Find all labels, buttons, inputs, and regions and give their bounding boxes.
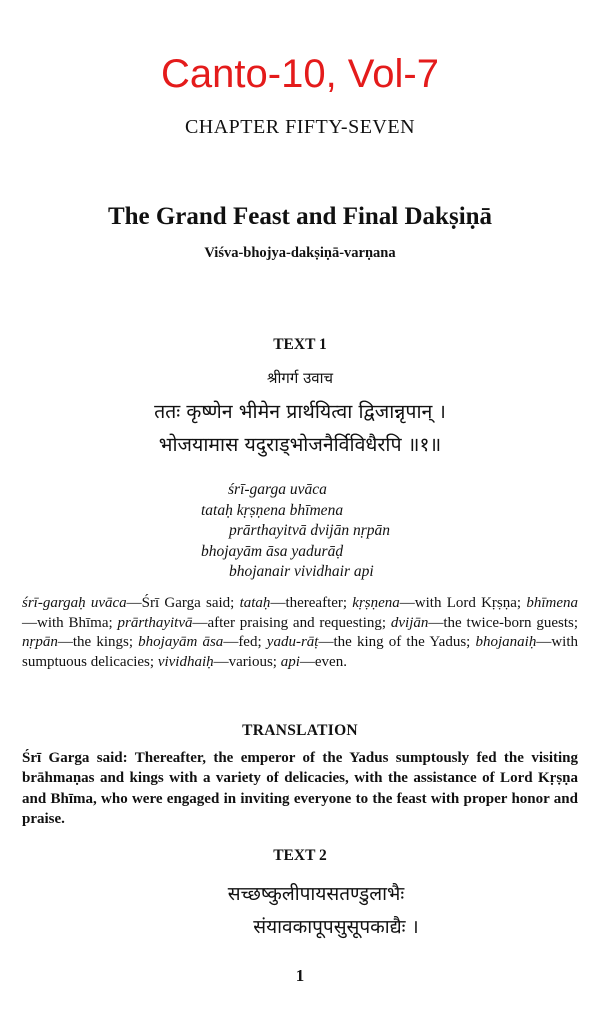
text-2-verse-line-2: संयावकापूपसुसूपकाद्यैः ।	[253, 916, 419, 938]
synonym-meaning: —even.	[299, 653, 347, 670]
text-1-transliteration	[0, 480, 600, 583]
synonym-meaning: —the kings;	[57, 634, 139, 651]
transliteration-line: bhojanair vividhair api	[229, 563, 374, 580]
transliteration-line: bhojayām āsa yadurāḍ	[201, 542, 344, 560]
text-2-heading: TEXT 2	[273, 847, 327, 864]
chapter-subtitle: Viśva-bhojya-dakṣiṇā-varṇana	[204, 245, 396, 261]
synonym-meaning: —with Lord Kṛṣṇa;	[399, 595, 527, 611]
synonym-term: prārthayitvā	[117, 614, 193, 631]
page-number: 1	[295, 966, 305, 985]
text-1-verse-line-2: भोजयामास यदुराड्भोजनैर्विविधैरपि ॥१॥	[158, 433, 442, 456]
synonym-meaning: —with sumptuous delicacies;	[22, 634, 579, 670]
text-1-synonyms	[22, 594, 578, 672]
text-2-verse-line-1: सच्छष्कुलीपायसतण्डुलाभैः	[227, 883, 405, 905]
synonym-meaning: —various;	[213, 653, 281, 670]
synonym-meaning: —thereafter;	[270, 595, 353, 611]
synonym-meaning: —Śrī Garga said;	[126, 595, 240, 611]
transliteration-line: tataḥ kṛṣṇena bhīmena	[201, 501, 344, 519]
chapter-number: CHAPTER FIFTY-SEVEN	[184, 116, 416, 138]
text-1-verse-line-1: ततः कृष्णेन भीमेन प्रार्थयित्वा द्विजान्नृपान् ।	[154, 400, 446, 423]
transliteration-line: śrī-garga uvāca	[228, 481, 327, 498]
transliteration-line: prārthayitvā dvijān nṛpān	[229, 522, 391, 539]
synonym-term: yadu-rāṭ	[266, 634, 319, 651]
synonym-term: kṛṣṇena	[352, 595, 400, 611]
synonym-term: api	[280, 653, 300, 670]
synonym-meaning: —fed;	[223, 634, 267, 651]
synonym-term: bhojanaiḥ	[475, 634, 537, 651]
synonym-meaning: —the king of the Yadus;	[318, 634, 476, 651]
synonym-meaning: —the twice-born guests;	[428, 614, 579, 631]
text-1-heading: TEXT 1	[273, 336, 327, 353]
synonym-term: bhojayām āsa	[138, 634, 224, 651]
text-1-translation: Śrī Garga said: Thereafter, the emperor of the Yadus sumptously fed the visiting brāhmaṇas and kings with a variety of delicacies, with the assistance of Lord Kṛṣṇa and Bhīma, who were engaged in inviting everyone to the feast with proper honor and praise.	[22, 750, 578, 828]
synonym-term: dvijān	[390, 614, 429, 631]
synonym-meaning: —after praising and requesting;	[192, 614, 391, 631]
synonym-term: nṛpān	[22, 634, 58, 651]
text-1-speaker-devanagari: श्रीगर्ग उवाच	[266, 369, 334, 387]
synonym-term: vividhaiḥ	[157, 653, 214, 670]
synonym-meaning: —with Bhīma;	[22, 614, 118, 631]
chapter-title: The Grand Feast and Final Dakṣiṇā	[107, 203, 493, 230]
synonym-term: śrī-gargaḥ uvāca	[22, 595, 127, 611]
canto-volume-label: Canto-10, Vol-7	[161, 52, 439, 96]
synonym-term: tataḥ	[239, 595, 271, 611]
translation-heading: TRANSLATION	[242, 722, 358, 739]
synonym-term: bhīmena	[526, 595, 578, 611]
